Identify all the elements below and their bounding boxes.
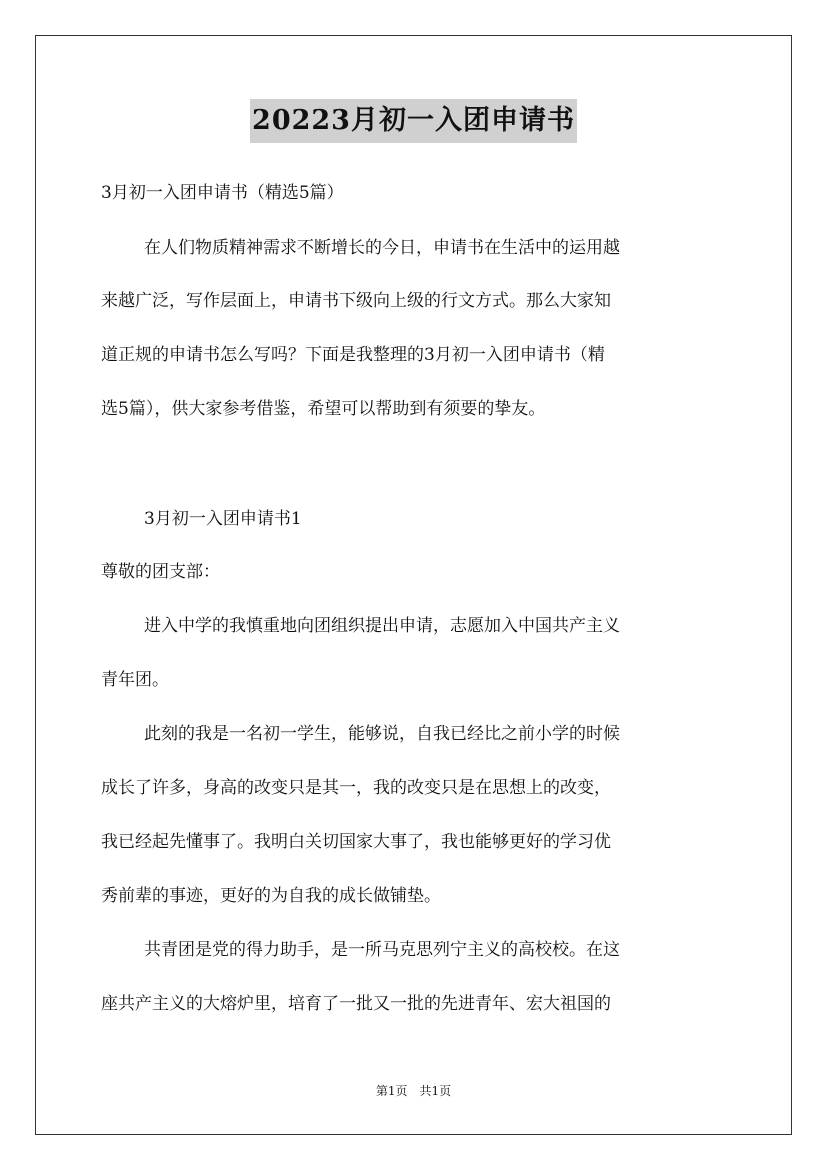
body-line-5: 我已经起先懂事了。我明白关切国家大事了，我也能够更好的学习优 xyxy=(101,832,611,852)
salutation: 尊敬的团支部： xyxy=(101,562,220,582)
page-number: 第1页 共1页 xyxy=(375,1084,452,1098)
body-line-1: 进入中学的我慎重地向团组织提出申请，志愿加入中国共产主义 xyxy=(144,616,620,636)
body-line-8: 座共产主义的大熔炉里，培育了一批又一批的先进青年、宏大祖国的 xyxy=(101,994,611,1014)
body-line-4: 成长了许多，身高的改变只是其一，我的改变只是在思想上的改变， xyxy=(101,778,611,798)
body-line-2: 青年团。 xyxy=(101,670,169,690)
intro-line-3: 道正规的申请书怎么写吗？下面是我整理的3月初一入团申请书（精 xyxy=(101,345,605,365)
body-line-3: 此刻的我是一名初一学生，能够说，自我已经比之前小学的时候 xyxy=(144,724,620,744)
intro-line-1: 在人们物质精神需求不断增长的今日，申请书在生活中的运用越 xyxy=(144,238,620,258)
body-line-6: 秀前辈的事迹，更好的为自我的成长做铺垫。 xyxy=(101,886,441,906)
title-container xyxy=(0,99,827,143)
body-line-7: 共青团是党的得力助手，是一所马克思列宁主义的高校校。在这 xyxy=(144,940,620,960)
intro-line-4: 选5篇），供大家参考借鉴，希望可以帮助到有须要的挚友。 xyxy=(101,399,546,419)
section-heading: 3月初一入团申请书1 xyxy=(144,509,302,529)
document-title: 20223月初一入团申请书 xyxy=(250,99,577,143)
intro-line-2: 来越广泛，写作层面上，申请书下级向上级的行文方式。那么大家知 xyxy=(101,291,611,311)
document-subtitle: 3月初一入团申请书（精选5篇） xyxy=(101,183,344,203)
